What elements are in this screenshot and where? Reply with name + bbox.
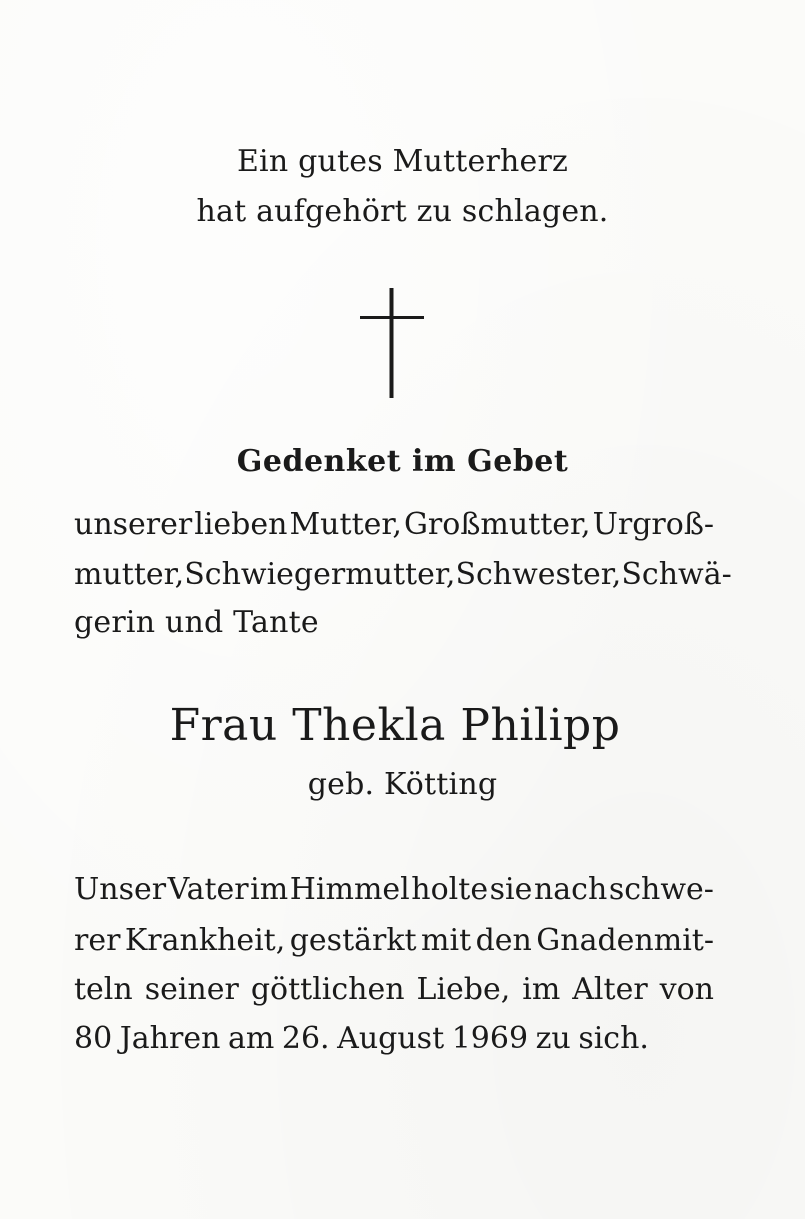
word: Vater	[167, 872, 249, 907]
deceased-name: Frau Thekla Philipp	[169, 700, 621, 751]
word: sich.	[578, 1021, 649, 1056]
word: nach	[533, 872, 608, 907]
word: Liebe,	[416, 972, 511, 1007]
word: Unser	[74, 872, 167, 907]
word: schwe-	[608, 872, 714, 907]
word: 1969	[451, 1021, 529, 1056]
word: im	[250, 872, 289, 907]
relations-line-1	[74, 507, 714, 542]
word: Schwiegermutter,	[184, 557, 456, 592]
word: Krankheit,	[124, 923, 286, 958]
prayer-heading: Gedenket im Gebet	[236, 444, 569, 479]
word: von	[659, 972, 714, 1007]
word: Großmutter,	[403, 507, 591, 542]
passage-line-4	[74, 1021, 649, 1056]
word: mit	[421, 923, 472, 958]
word: mutter,	[74, 557, 185, 592]
opening-line-1: Ein gutes Mutterherz	[236, 144, 569, 179]
word: 26.	[281, 1021, 330, 1056]
word: Urgroß-	[592, 507, 714, 542]
passage-line-3	[74, 972, 714, 1007]
word: Gnadenmit-	[536, 923, 714, 958]
word: Himmel	[289, 872, 410, 907]
word: im	[522, 972, 561, 1007]
word: holte	[411, 872, 489, 907]
maiden-name: geb. Kötting	[307, 767, 498, 802]
word: den	[475, 923, 532, 958]
word: Mutter,	[289, 507, 402, 542]
word: am	[227, 1021, 275, 1056]
word: 80	[74, 1021, 113, 1056]
word: Schwester,	[455, 557, 622, 592]
word: gestärkt	[289, 923, 417, 958]
latin-cross-icon	[360, 288, 424, 398]
word: rer	[74, 923, 121, 958]
relations-line-3: gerin und Tante	[74, 605, 319, 640]
word: göttlichen	[250, 972, 405, 1007]
word: Schwä-	[621, 557, 732, 592]
passage-line-1	[74, 872, 714, 907]
word: August	[337, 1021, 445, 1056]
relations-line-2	[74, 557, 732, 592]
word: sie	[489, 872, 533, 907]
word: zu	[535, 1021, 571, 1056]
word: Alter	[572, 972, 648, 1007]
word: lieben	[194, 507, 288, 542]
word: seiner	[144, 972, 239, 1007]
word: unserer	[74, 507, 193, 542]
passage-line-2	[74, 923, 714, 958]
opening-line-2: hat aufgehört zu schlagen.	[196, 194, 609, 229]
word: Jahren	[119, 1021, 221, 1056]
word: teln	[74, 972, 133, 1007]
